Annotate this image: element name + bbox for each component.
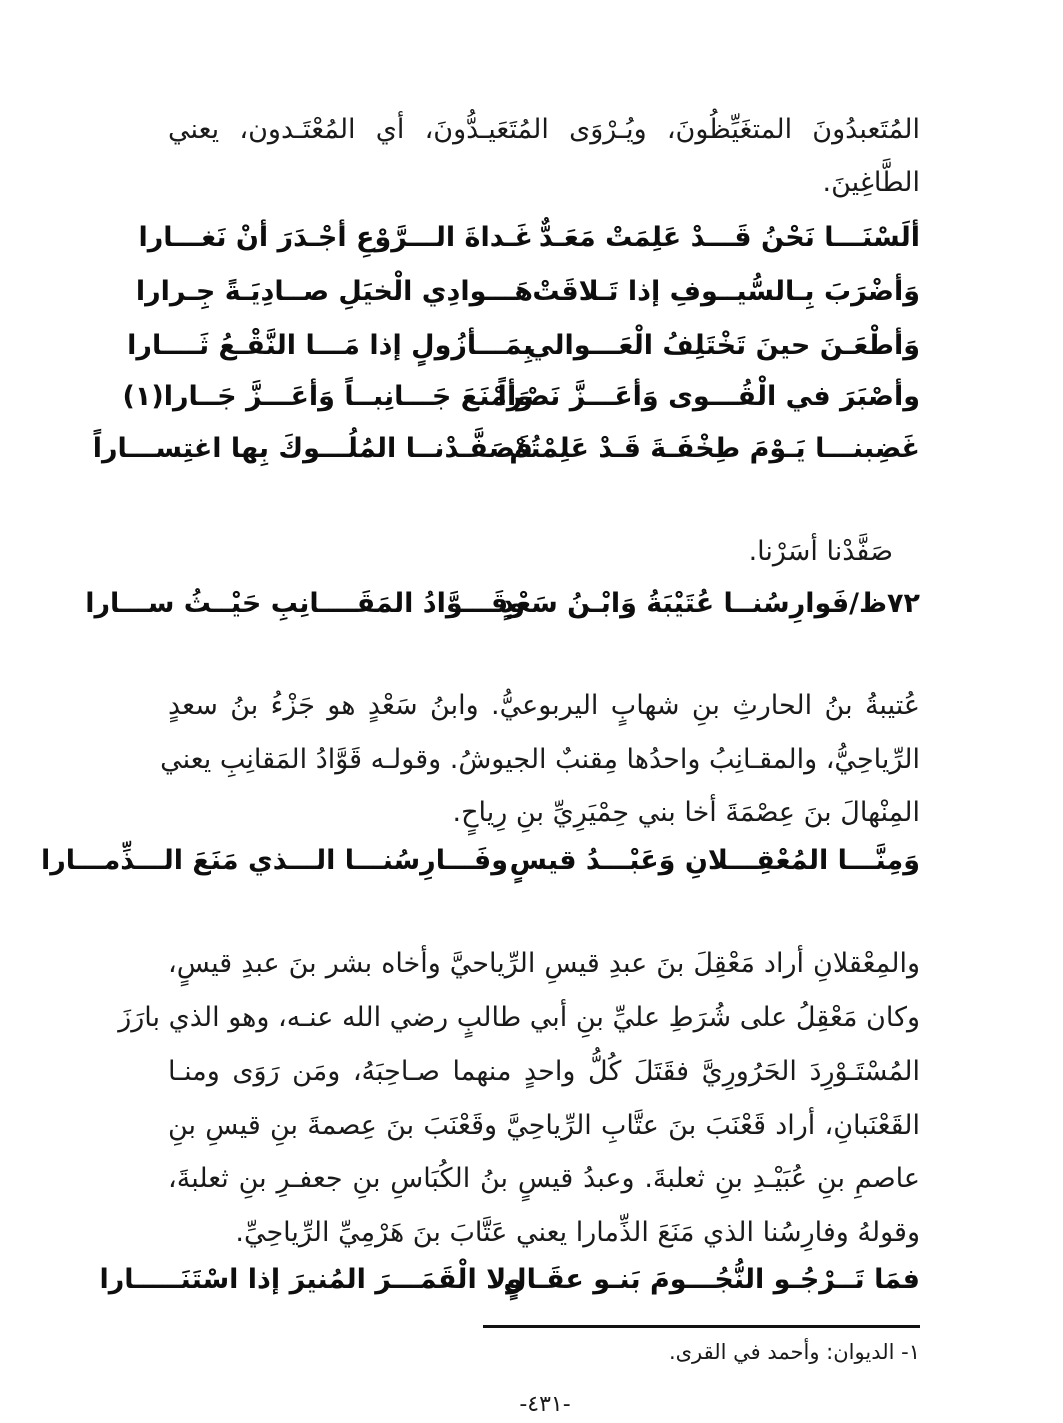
verse-row: [0, 222, 1063, 262]
paragraph-4-line-1: والمِعْقلانِ أراد مَعْقِلَ بنَ عبدِ قيسِ الرِّياحيَّ وأخاه بشر بنَ عبدِ قيسٍ،: [168, 948, 920, 979]
verse-row: [0, 433, 1063, 473]
verse-left-hemistich: فَصَفَّـدْنــا المُلُـــوكَ بِها اغتِســـاراً: [92, 433, 533, 464]
verse-right-hemistich: وَأطْعَـنَ حينَ تَخْتَلِفُ الْعَـــوالي: [527, 330, 920, 361]
paragraph-1-line-1: المُتَعبدُونَ المتغَيِّظُونَ، ويُـرْوَى المُتَعَيـدُّونَ، أي المُعْتَـدون، يعني: [168, 114, 920, 145]
verse-left-hemistich: غَـداةَ الـــرَّوْعِ أجْـدَرَ أنْ نَغـــارا: [138, 222, 533, 253]
verse-left-hemistich: وَأمْنَعَ جَـــانِبــاً وَأعَـــزَّ جَــارا(١): [122, 381, 533, 412]
footnote-divider: [483, 1325, 920, 1328]
paragraph-3-line-2: الرِّياحِيُّ، والمقـانِبُ واحدُها مِقنبٌ الجيوشُ. وقولـه قَوَّادُ المَقانِبِ يعني: [160, 744, 920, 775]
verse-right-hemistich: فمَا تَــرْجُـو النُّجُـــومَ بَنـو عقَـالٍ: [503, 1264, 920, 1295]
paragraph-2: صَفَّدْنا أسَرْنا.: [748, 536, 893, 567]
verse-row: [0, 1264, 1063, 1304]
verse-left-hemistich: وفَـــارِسُنـــا الـــذي مَنَعَ الـــذِّمـــارا: [40, 845, 508, 876]
paragraph-3-line-3: المِنْهالَ بنَ عِصْمَةَ أخا بني حِمْيَرِيِّ بنِ رِياحٍ.: [452, 797, 920, 828]
paragraph-1-line-2: الطَّاغِينَ.: [822, 167, 920, 198]
page-number: -٤٣١-: [519, 1392, 571, 1417]
verse-left-hemistich: ولا الْقَمَـــرَ المُنيرَ إذا اسْتَنَـــــارا: [99, 1264, 523, 1295]
verse-row: [0, 381, 1063, 421]
verse-left-hemistich: بِمَـــأزُولٍ إذا مَـــا النَّقْـعُ ثَــــارا: [127, 330, 533, 361]
verse-right-text: فَوارِسُنــا عُتَيْبَةُ وَابْـنُ سَعْدٍ: [500, 588, 850, 619]
verse-right-hemistich: وَأضْرَبَ بِـالسُّيــوفِ إذا تَـلاقَتْ: [532, 276, 920, 307]
verse-row: [0, 330, 1063, 370]
paragraph-3-line-1: عُتيبةُ بنُ الحارثِ بنِ شهابٍ اليربوعيُّ. وابنُ سَعْدٍ هو جَزْءُ بنُ سعدٍ: [168, 690, 920, 721]
folio-marker: ٧٢ظ/: [849, 588, 920, 619]
verse-right-hemistich: [500, 588, 920, 619]
paragraph-4-line-5: عاصمِ بنِ عُبَيْـدِ بنِ ثعلبةَ. وعبدُ قيسٍ بنُ الكُبَاسِ بنِ جعفـرِ بنِ ثعلبةَ،: [168, 1163, 920, 1194]
verse-right-hemistich: وأصْبَرَ في الْقُـــوى وَأعَـــزَّ نَصْراً: [497, 381, 920, 412]
verse-row: [0, 845, 1063, 885]
verse-right-hemistich: وَمِنَّـــا المُعْقِـــلانِ وَعَبْـــدُ قيسٍ: [509, 845, 920, 876]
verse-left-hemistich: هَـــوادِي الْخيَلِ صــادِيَـةً جِـرارا: [135, 276, 533, 307]
verse-right-hemistich: غَضِبنـــا يَـوْمَ طِخْفَـةَ قَـدْ عَلِمْتُمْ: [509, 433, 920, 464]
footnote: ١- الديوان: وأحمد في القرى.: [668, 1340, 920, 1364]
verse-left-hemistich: وقَـــوَّادُ المَقَــــانِبِ حَيْــثُ ســـارا: [85, 588, 525, 619]
paragraph-4-line-2: وكان مَعْقِلُ على شُرَطِ عليِّ بنِ أبي طالبٍ رضي الله عنـه، وهو الذي بارَزَ: [118, 1002, 920, 1033]
paragraph-4-line-4: القَعْنَبانِ، أراد قَعْنَبَ بنَ عتَّابِ الرِّياحِيَّ وقَعْنَبَ بنَ عِصمةَ بنِ قيسِ بنِ: [168, 1110, 920, 1141]
verse-right-hemistich: ألَسْنَـــا نَحْنُ قَـــدْ عَلِمَتْ مَعَـدٌّ: [538, 222, 920, 253]
verse-row-72: [0, 588, 1063, 628]
verse-row: [0, 276, 1063, 316]
paragraph-4-line-6: وقولهُ وفارِسُنا الذي مَنَعَ الذِّمارا يعني عَتَّابَ بنَ هَرْمِيِّ الرِّياحِيِّ.: [235, 1217, 920, 1248]
paragraph-4-line-3: المُسْتَـوْرِدَ الحَرُورِيَّ فقَتَلَ كُلُّ واحدٍ منهما صـاحِبَهُ، ومَن رَوَى ومنـا: [168, 1056, 920, 1087]
